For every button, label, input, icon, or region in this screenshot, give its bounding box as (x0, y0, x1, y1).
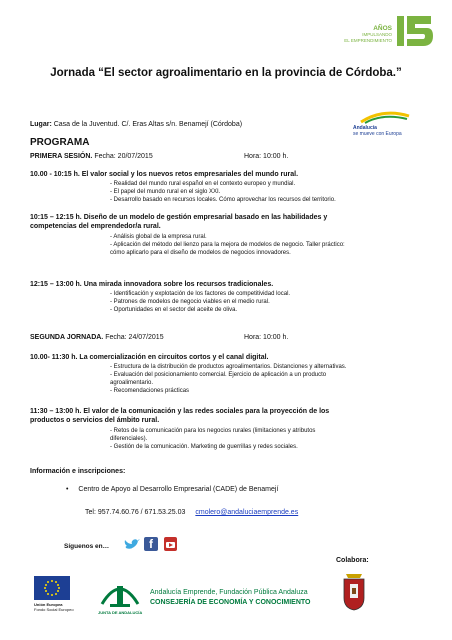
session2-line (30, 334, 164, 342)
block3-item: - Patrones de modelos de negocio viables en el medio rural. (110, 299, 270, 305)
andalucia-europa-logo (353, 110, 413, 138)
fifteen-years-logo (340, 12, 435, 50)
block4-item: - Evaluación del posicionamiento comercial. Ejercicio de aplicación a un producto (110, 372, 327, 378)
session2-date: Fecha: 24/07/2015 (105, 334, 164, 341)
info-contact (85, 509, 298, 517)
block1-item: - El papel del mundo rural en el siglo XXI. (110, 189, 221, 195)
block1-item: - Desarrollo basado en recursos locales. Cómo aprovechar los recursos del territorio. (110, 197, 336, 203)
info-center: Centro de Apoyo al Desarrollo Empresarial (CADE) de Benamejí (78, 486, 279, 493)
session1-line (30, 153, 153, 161)
benameji-crest (340, 572, 368, 612)
andalucia-emprende-text (150, 588, 311, 608)
block3-item: - Oportunidades en el sector del aceite de oliva. (110, 307, 238, 313)
eu-label: Unión Europea (34, 602, 63, 607)
block3-list (110, 290, 290, 314)
block2-item: cómo aplicarlo para el diseño de modelos de negocios innovadores. (110, 250, 291, 256)
logo-line3: EL EMPRENDIMIENTO (344, 38, 392, 43)
block4-item: agroalimentario. (110, 380, 154, 386)
facebook-button[interactable] (144, 537, 158, 551)
junta-label: JUNTA DE ANDALUCÍA (98, 610, 143, 615)
venue-line (30, 121, 242, 129)
eu-flag (34, 576, 70, 600)
session2-hour: Hora: 10:00 h. (244, 334, 289, 341)
crest-icon (340, 572, 368, 612)
youtube-icon (164, 537, 177, 551)
logo-line2: IMPULSANDO (362, 32, 392, 37)
block2-item: - Aplicación del método del lienzo para la mejora de modelos de negocio. Taller práctico: (110, 242, 345, 248)
info-phone: Tel: 957.74.60.76 / 671.53.25.03 (85, 509, 186, 516)
block5-heading-line2: productos o servicios del ámbito rural. (30, 417, 160, 424)
andalucia-label: Andalucía (353, 125, 377, 131)
session1-label: PRIMERA SESIÓN. (30, 153, 93, 160)
session1-hour: Hora: 10:00 h. (244, 153, 289, 160)
ae-consejeria: CONSEJERÍA DE ECONOMÍA Y CONOCIMIENTO (150, 599, 311, 606)
bullet-icon: • (66, 486, 69, 493)
block4-item: - Recomendaciones prácticas (110, 388, 190, 394)
block3-item: - Identificación y explotación de los factores de competitividad local. (110, 291, 291, 297)
program-heading: PROGRAMA (30, 137, 90, 148)
block2-item: - Análisis global de la empresa rural. (110, 234, 207, 240)
info-center-bullet (66, 486, 278, 494)
junta-emblem-icon (98, 574, 142, 610)
venue-value: Casa de la Juventud. C/. Eras Altas s/n. Benamejí (Córdoba) (53, 121, 243, 128)
block1-list (110, 180, 336, 204)
twitter-icon (124, 538, 140, 552)
session2-label: SEGUNDA JORNADA. (30, 334, 104, 341)
eu-text (34, 602, 74, 612)
block2-list (110, 233, 345, 257)
twitter-button[interactable] (124, 538, 140, 557)
block1-item: - Realidad del mundo rural español en el contexto europeo y mundial. (110, 181, 296, 187)
ae-foundation: Andalucía Emprende, Fundación Pública Andaluza (150, 589, 308, 596)
block4-list (110, 363, 346, 395)
block5-item: - Retos de la comunicación para los negocios rurales (limitaciones y atributos (110, 428, 316, 434)
block5-heading-line1: 11:30 – 13:00 h. El valor de la comunicación y las redes sociales para la proyección de los (30, 408, 330, 415)
info-heading: Información e inscripciones: (30, 468, 126, 475)
fifteen-icon (395, 12, 435, 50)
venue-label: Lugar: (30, 121, 52, 128)
block5-list (110, 427, 315, 451)
logo-line1: AÑOS (373, 25, 392, 32)
eu-stars-icon (34, 576, 70, 600)
block4-item: - Estructura de la distribución de productos agroalimentarios. Distanciones y alternativas. (110, 364, 347, 370)
stars-icon (353, 110, 413, 124)
page-title: Jornada “El sector agroalimentario en la provincia de Córdoba.” (50, 67, 402, 79)
social-label: Síguenos en… (64, 543, 110, 550)
youtube-button[interactable] (164, 537, 177, 551)
block5-item: diferenciales). (110, 436, 148, 442)
block2-heading-line1: 10:15 – 12:15 h. Diseño de un modelo de gestión empresarial basado en las habilidades y (30, 214, 328, 221)
block4-heading: 10.00- 11:30 h. La comercialización en circuitos cortos y el canal digital. (30, 354, 269, 361)
block1-heading: 10.00 - 10:15 h. El valor social y los nuevos retos empresariales del mundo rural. (30, 171, 299, 178)
block2-heading-line2: competencias del emprendedor/a rural. (30, 223, 161, 230)
block3-heading: 12:15 – 13:00 h. Una mirada innovadora sobre los recursos tradicionales. (30, 281, 274, 288)
andalucia-sublabel: se mueve con Europa (353, 131, 402, 137)
session1-date: Fecha: 20/07/2015 (94, 153, 153, 160)
junta-logo (98, 574, 142, 616)
logo-text (340, 26, 392, 44)
colabora-label: Colabora: (336, 557, 369, 564)
facebook-icon: f (149, 537, 153, 551)
eu-fund: Fondo Social Europeo (34, 607, 74, 612)
block5-item: - Gestión de la comunicación. Marketing de guerrillas y redes sociales. (110, 444, 298, 450)
info-email-link[interactable]: cmolero@andaluciaemprende.es (195, 509, 299, 516)
